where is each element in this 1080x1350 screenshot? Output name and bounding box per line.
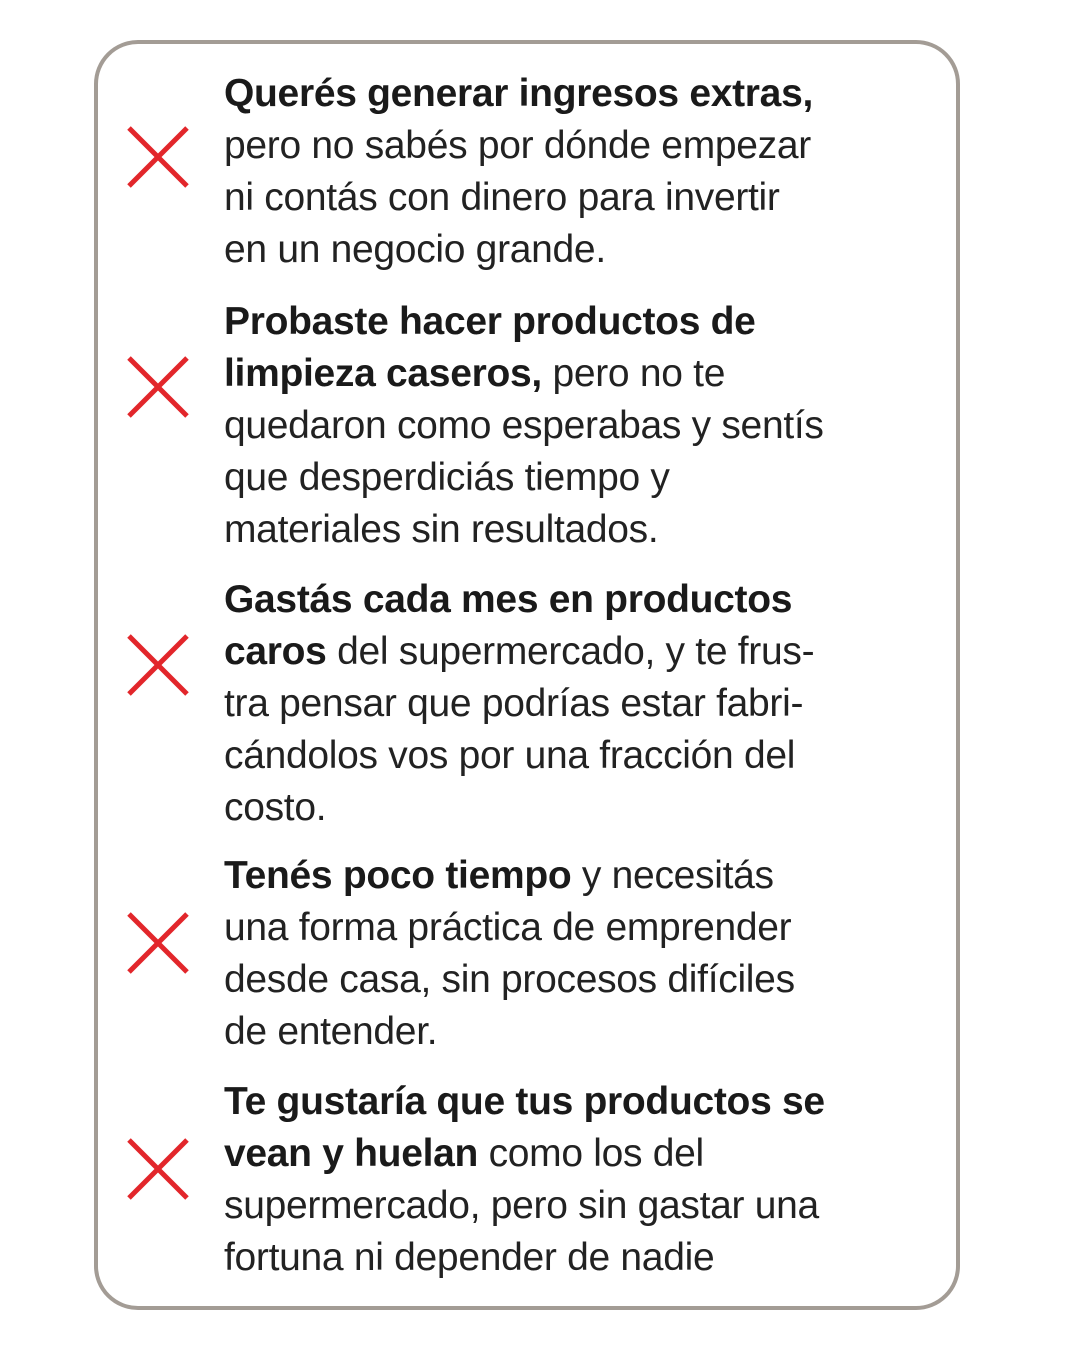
item-bold-text: Tenés poco tiempo xyxy=(224,854,572,897)
x-mark-icon xyxy=(125,124,191,190)
x-mark-icon xyxy=(125,632,191,698)
item-body-text: pero no te quedaron como esperabas y sentís que desperdiciás tiempo y materiales sin resultados. xyxy=(224,352,824,551)
item-bold-text: Querés generar ingresos extras, xyxy=(224,72,813,115)
item-bold-text: Gastás cada mes en productos caros xyxy=(224,578,793,673)
item-body-text: del supermercado, y te frus- tra pensar que podrías estar fabri- cándolos vos por una fracción del costo. xyxy=(224,630,815,829)
item-bold-text: Probaste hacer productos de limpieza caseros, xyxy=(224,300,756,395)
x-mark-icon xyxy=(125,910,191,976)
item-body-text: pero no sabés por dónde empezar ni contás con dinero para invertir en un negocio grande. xyxy=(224,124,811,271)
item-text xyxy=(224,574,939,834)
item-text xyxy=(224,296,939,556)
pain-points-card xyxy=(94,40,960,1310)
item-body-text: como los del supermercado, pero sin gastar una fortuna ni depender de nadie xyxy=(224,1132,819,1279)
x-mark-icon xyxy=(125,354,191,420)
item-text xyxy=(224,850,939,1058)
x-mark-icon xyxy=(125,1136,191,1202)
item-body-text: y necesitás una forma práctica de emprender desde casa, sin procesos difíciles de entender. xyxy=(224,854,795,1053)
item-bold-text: Te gustaría que tus productos se vean y huelan xyxy=(224,1080,825,1175)
item-text xyxy=(224,68,939,276)
item-text xyxy=(224,1076,939,1284)
